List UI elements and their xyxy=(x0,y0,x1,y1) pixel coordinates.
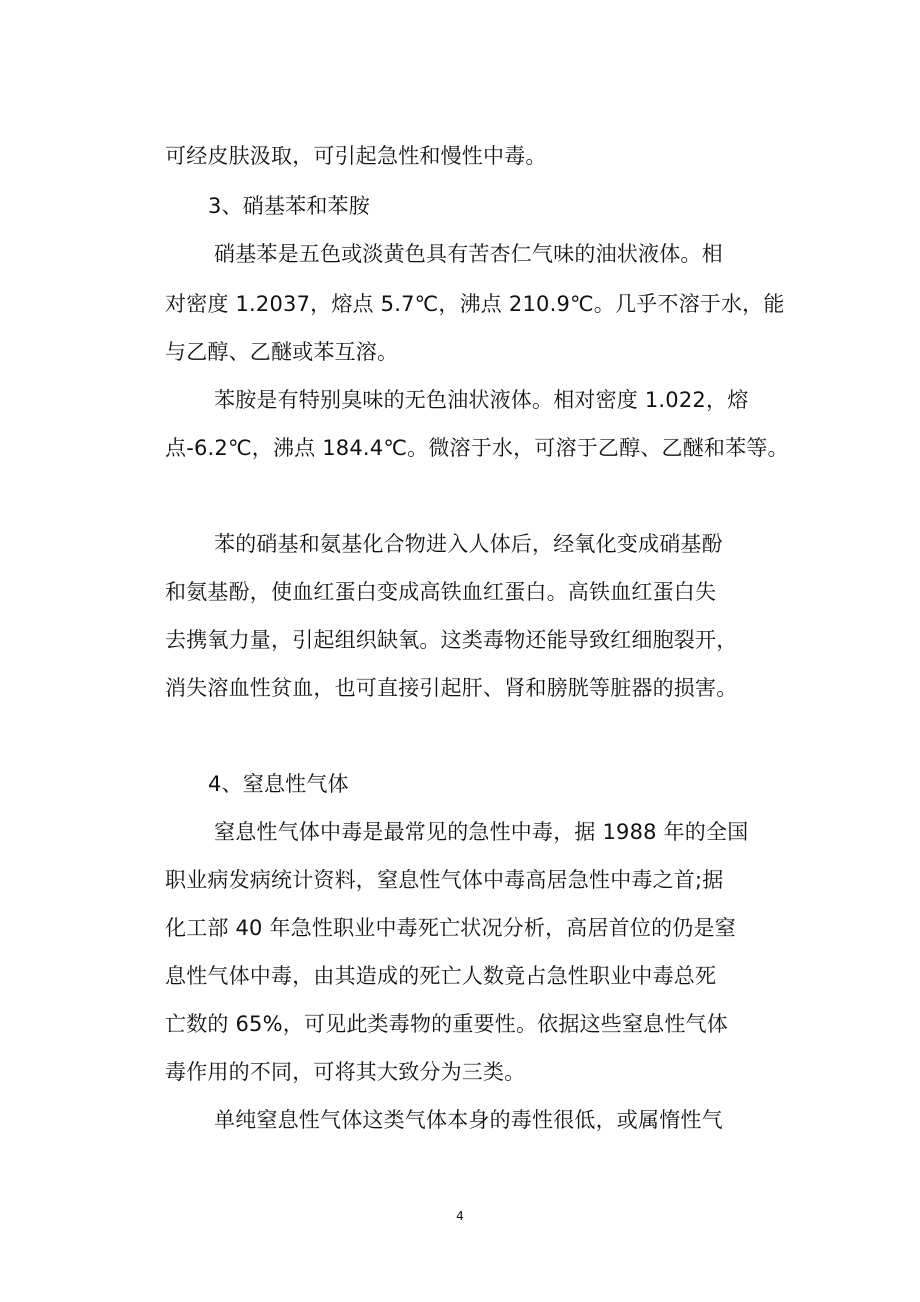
section-heading: 3、硝基苯和苯胺 xyxy=(208,194,370,218)
text-line: 亡数的 65%，可见此类毒物的重要性。依据这些窒息性气体 xyxy=(165,1012,728,1036)
text-line: 苯胺是有特别臭味的无色油状液体。相对密度 1.022，熔 xyxy=(214,388,749,412)
text-line: 去携氧力量，引起组织缺氧。这类毒物还能导致红细胞裂开， xyxy=(165,628,738,652)
page-number: 4 xyxy=(456,1209,464,1223)
text-line: 毒作用的不同，可将其大致分为三类。 xyxy=(165,1060,526,1084)
text-line: 苯的硝基和氨基化合物进入人体后，经氧化变成硝基酚 xyxy=(214,532,723,556)
text-line: 消失溶血性贫血，也可直接引起肝、肾和膀胱等脏器的损害。 xyxy=(165,676,738,700)
text-line: 和氨基酚，使血红蛋白变成高铁血红蛋白。高铁血红蛋白失 xyxy=(165,580,717,604)
text-line: 息性气体中毒，由其造成的死亡人数竟占急性职业中毒总死 xyxy=(165,964,717,988)
text-line: 单纯窒息性气体这类气体本身的毒性很低，或属惰性气 xyxy=(214,1108,723,1132)
text-line: 窒息性气体中毒是最常见的急性中毒，据 1988 年的全国 xyxy=(214,820,749,844)
text-line: 可经皮肤汲取，可引起急性和慢性中毒。 xyxy=(165,144,547,168)
section-heading: 4、窒息性气体 xyxy=(208,772,349,796)
text-line: 点-6.2℃，沸点 184.4℃。微溶于水，可溶于乙醇、乙醚和苯等。 xyxy=(165,436,789,460)
text-line: 职业病发病统计资料，窒息性气体中毒高居急性中毒之首;据 xyxy=(165,868,724,892)
text-line: 化工部 40 年急性职业中毒死亡状况分析，高居首位的仍是窒 xyxy=(165,916,736,940)
text-line: 对密度 1.2037，熔点 5.7℃，沸点 210.9℃。几乎不溶于水，能 xyxy=(165,292,785,316)
text-line: 与乙醇、乙醚或苯互溶。 xyxy=(165,340,399,364)
text-line: 硝基苯是五色或淡黄色具有苦杏仁气味的油状液体。相 xyxy=(214,242,723,266)
